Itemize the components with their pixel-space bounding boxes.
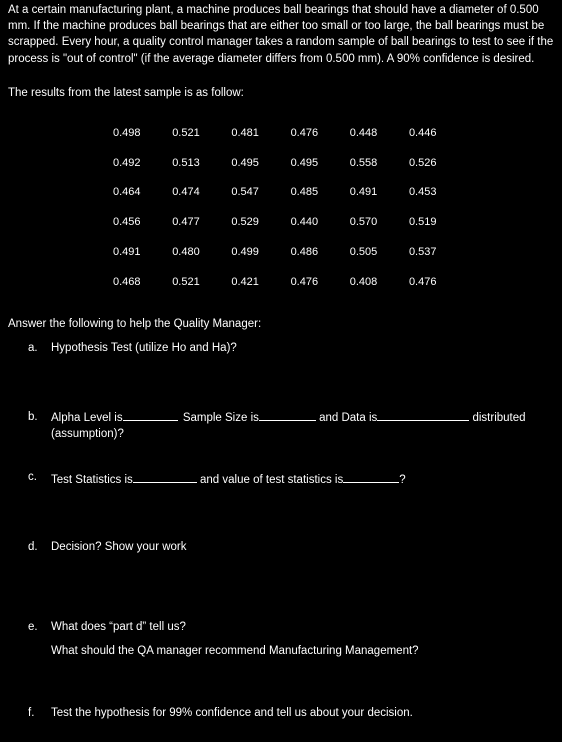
test-statistic-value-label: and value of test statistics is bbox=[200, 474, 344, 486]
question-text: Decision? Show your work bbox=[51, 541, 187, 553]
table-cell: 0.492 bbox=[113, 156, 141, 169]
table-cell: 0.529 bbox=[231, 216, 259, 229]
table-cell: 0.421 bbox=[231, 275, 259, 288]
question-body bbox=[51, 471, 406, 486]
question-d bbox=[28, 541, 187, 553]
distribution-blank[interactable] bbox=[377, 409, 469, 421]
question-letter: b. bbox=[28, 411, 38, 423]
table-cell: 0.476 bbox=[290, 126, 319, 139]
table-cell: 0.464 bbox=[113, 186, 141, 199]
test-statistic-value-blank[interactable] bbox=[343, 471, 399, 483]
sample-size-blank[interactable] bbox=[259, 409, 316, 421]
sample-data-table bbox=[113, 118, 468, 297]
table-row bbox=[113, 148, 468, 178]
table-cell: 0.547 bbox=[231, 186, 259, 199]
test-statistic-blank[interactable] bbox=[133, 471, 197, 483]
answer-instructions: Answer the following to help the Quality Manager: bbox=[8, 318, 262, 330]
distributed-label: distributed bbox=[472, 412, 526, 424]
question-c bbox=[28, 471, 406, 486]
data-label: and Data is bbox=[319, 412, 378, 424]
question-b bbox=[28, 409, 526, 442]
table-cell: 0.476 bbox=[290, 275, 319, 288]
table-row bbox=[113, 178, 468, 208]
table-cell: 0.521 bbox=[172, 126, 200, 139]
table-cell: 0.408 bbox=[349, 275, 378, 288]
alpha-level-label: Alpha Level is bbox=[51, 412, 123, 424]
table-row bbox=[113, 267, 468, 297]
table-cell: 0.513 bbox=[172, 156, 200, 169]
table-cell: 0.474 bbox=[172, 186, 200, 199]
table-cell: 0.468 bbox=[113, 275, 141, 288]
table-row bbox=[113, 237, 468, 267]
table-row bbox=[113, 118, 468, 148]
question-letter: e. bbox=[28, 621, 38, 633]
table-cell: 0.453 bbox=[408, 186, 437, 199]
table-cell: 0.448 bbox=[349, 126, 378, 139]
question-mark: ? bbox=[399, 474, 406, 486]
table-cell: 0.505 bbox=[349, 246, 378, 259]
table-cell: 0.491 bbox=[113, 246, 141, 259]
alpha-level-blank[interactable] bbox=[123, 409, 178, 421]
table-row bbox=[113, 207, 468, 237]
table-cell: 0.456 bbox=[113, 216, 141, 229]
problem-statement: At a certain manufacturing plant, a machine produces ball bearings that should have a diameter of 0.500 mm. If the machine produces ball bearings that are either too small or too large, the ball bearings must be scrapped. Every hour, a quality control manager takes a random sample of ball bearings to test to see if the process is "out of control" (if the average diameter differs from 0.500 mm). A 90% confidence is desired. bbox=[8, 4, 554, 65]
question-a bbox=[28, 342, 237, 354]
table-cell: 0.537 bbox=[408, 246, 437, 259]
table-cell: 0.495 bbox=[231, 156, 259, 169]
results-intro: The results from the latest sample is as follow: bbox=[8, 87, 244, 99]
table-cell: 0.481 bbox=[231, 126, 259, 139]
table-cell: 0.570 bbox=[349, 216, 378, 229]
table-cell: 0.485 bbox=[290, 186, 319, 199]
question-letter: a. bbox=[28, 342, 38, 354]
table-cell: 0.558 bbox=[349, 156, 378, 169]
question-letter: d. bbox=[28, 541, 38, 553]
question-text-line1: What does “part d” tell us? bbox=[51, 621, 186, 633]
assumption-label: (assumption)? bbox=[51, 428, 124, 440]
table-cell: 0.486 bbox=[290, 246, 319, 259]
table-cell: 0.521 bbox=[172, 275, 200, 288]
table-cell: 0.526 bbox=[408, 156, 437, 169]
test-statistic-label: Test Statistics is bbox=[51, 474, 133, 486]
question-letter: f. bbox=[28, 707, 35, 719]
question-text: Test the hypothesis for 99% confidence and tell us about your decision. bbox=[51, 707, 413, 719]
table-cell: 0.499 bbox=[231, 246, 259, 259]
question-body bbox=[51, 409, 526, 442]
question-text: Hypothesis Test (utilize Ho and Ha)? bbox=[51, 342, 237, 354]
table-cell: 0.440 bbox=[290, 216, 319, 229]
table-cell: 0.476 bbox=[408, 275, 437, 288]
table-cell: 0.519 bbox=[408, 216, 437, 229]
table-cell: 0.477 bbox=[172, 216, 200, 229]
table-cell: 0.498 bbox=[113, 126, 141, 139]
table-cell: 0.495 bbox=[290, 156, 319, 169]
table-cell: 0.446 bbox=[408, 126, 437, 139]
question-e bbox=[28, 615, 419, 663]
question-body bbox=[51, 615, 419, 663]
sample-size-label: Sample Size is bbox=[182, 412, 259, 424]
table-cell: 0.491 bbox=[349, 186, 378, 199]
question-f bbox=[28, 707, 413, 719]
question-text-line2: What should the QA manager recommend Manufacturing Management? bbox=[51, 645, 419, 657]
question-letter: c. bbox=[28, 471, 37, 483]
table-cell: 0.480 bbox=[172, 246, 200, 259]
